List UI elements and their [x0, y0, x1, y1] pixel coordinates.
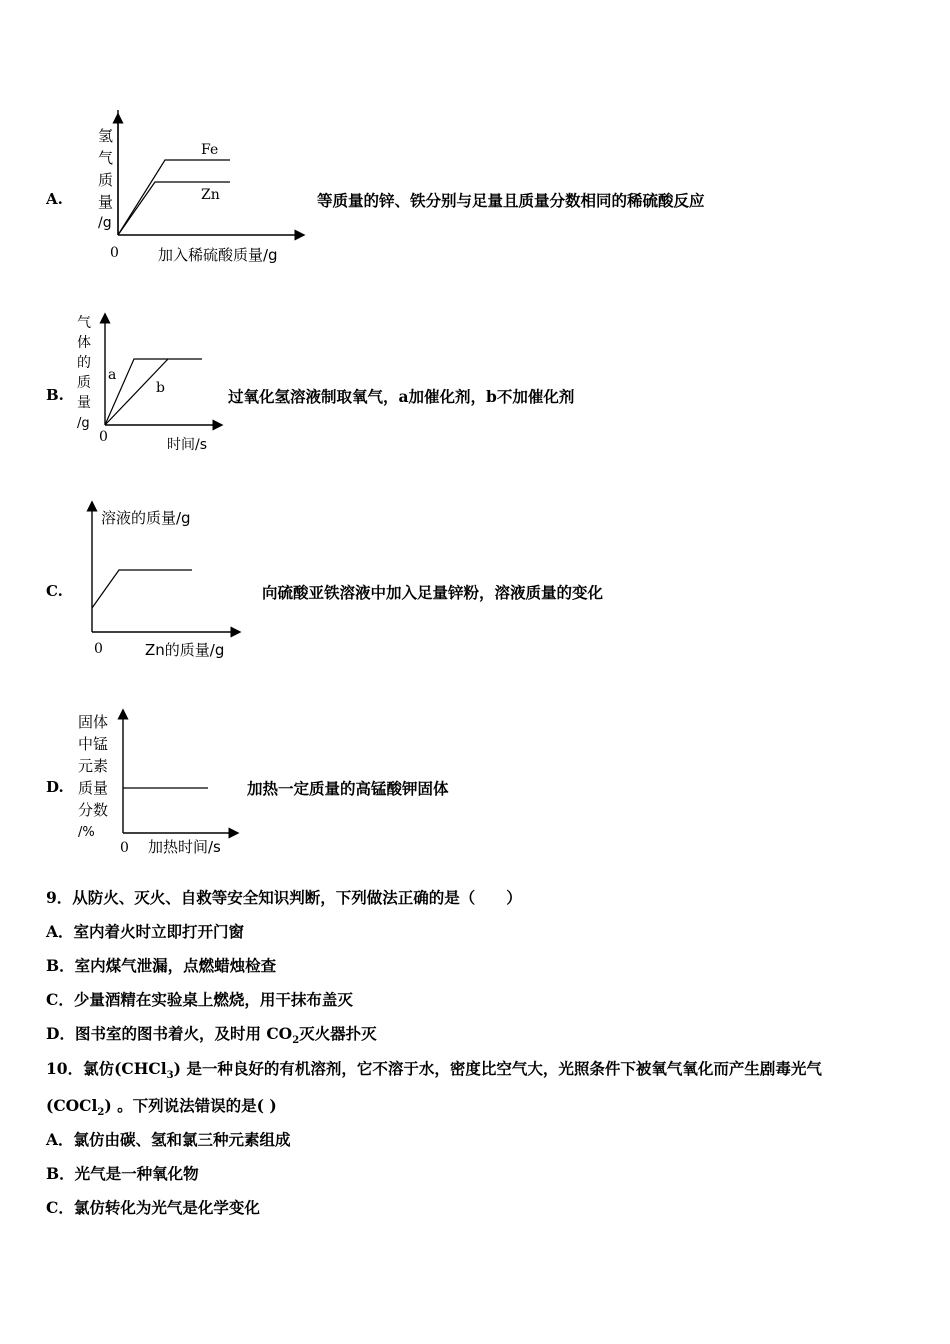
question-9-option-c: C．少量酒精在实验桌上燃烧，用干抹布盖灭	[46, 990, 353, 1009]
question-10-option-c: C．氯仿转化为光气是化学变化	[46, 1198, 260, 1217]
y-label-line: 元素	[78, 757, 109, 775]
origin-label: 0	[94, 641, 103, 657]
fe-label: Fe	[201, 142, 219, 158]
y-label-line: 中锰	[78, 735, 109, 753]
graph-a	[90, 110, 320, 270]
y-label-line: 气	[77, 315, 91, 331]
y-label-line: 质	[77, 375, 91, 391]
question-9-option-b: B．室内煤气泄漏，点燃蜡烛检查	[46, 956, 277, 975]
option-b-label: B.	[46, 386, 64, 404]
option-c-label: C.	[46, 582, 63, 600]
option-b-description: 过氧化氢溶液制取氧气，a加催化剂，b不加催化剂	[228, 387, 575, 406]
option-d-description: 加热一定质量的高锰酸钾固体	[247, 779, 449, 798]
y-label-line: 质	[98, 171, 114, 189]
question-9-stem: 9．从防火、灭火、自救等安全知识判断，下列做法正确的是（ ）	[46, 888, 522, 907]
b-label: b	[156, 380, 165, 396]
y-label-line: 氢	[98, 127, 114, 145]
solution-mass-line	[92, 570, 192, 608]
question-10-stem-line2: (COCl$_2$) 。下列说法错误的是( )	[46, 1096, 277, 1119]
y-label-line: /%	[78, 825, 95, 840]
x-label: 加入稀硫酸质量/g	[158, 246, 278, 264]
x-label: 加热时间/s	[148, 838, 221, 856]
question-10-option-a: A．氯仿由碳、氢和氯三种元素组成	[46, 1130, 291, 1149]
origin-label: 0	[120, 840, 129, 856]
y-label-line: /g	[77, 416, 90, 431]
option-c-description: 向硫酸亚铁溶液中加入足量锌粉，溶液质量的变化	[262, 583, 604, 602]
zn-label: Zn	[201, 187, 220, 203]
question-10-option-b: B．光气是一种氧化物	[46, 1164, 199, 1183]
y-label-line: 量	[77, 395, 91, 411]
a-label: a	[108, 367, 117, 383]
question-9-option-d: D．图书室的图书着火，及时用 $CO_2$灭火器扑灭	[46, 1024, 377, 1047]
graph-d	[74, 706, 244, 862]
y-label-line: 分数	[78, 801, 109, 819]
y-label: 溶液的质量/g	[101, 509, 191, 527]
option-a-label: A.	[46, 190, 63, 208]
graph-c	[80, 500, 250, 670]
y-label-line: 体	[77, 335, 91, 351]
x-label: 时间/s	[167, 437, 208, 453]
y-label-line: 质量	[78, 779, 109, 797]
a-line	[105, 359, 202, 425]
question-9-option-a: A．室内着火时立即打开门窗	[46, 922, 245, 941]
y-label-line: /g	[98, 215, 112, 231]
origin-label: 0	[110, 245, 119, 261]
x-label: Zn的质量/g	[145, 641, 225, 659]
origin-label: 0	[99, 429, 108, 445]
y-label-line: 的	[77, 355, 91, 371]
y-label-line: 量	[98, 193, 114, 211]
y-label-line: 气	[98, 149, 114, 167]
option-a-description: 等质量的锌、铁分别与足量且质量分数相同的稀硫酸反应	[317, 191, 705, 210]
option-d-label: D.	[46, 778, 64, 796]
graph-b	[72, 310, 232, 458]
question-10-stem-line1: 10．氯仿(CHCl$_3$) 是一种良好的有机溶剂，它不溶于水，密度比空气大，光照条件下被氧气氧化而产生剧毒光气	[46, 1059, 822, 1082]
y-label-line: 固体	[78, 713, 109, 731]
